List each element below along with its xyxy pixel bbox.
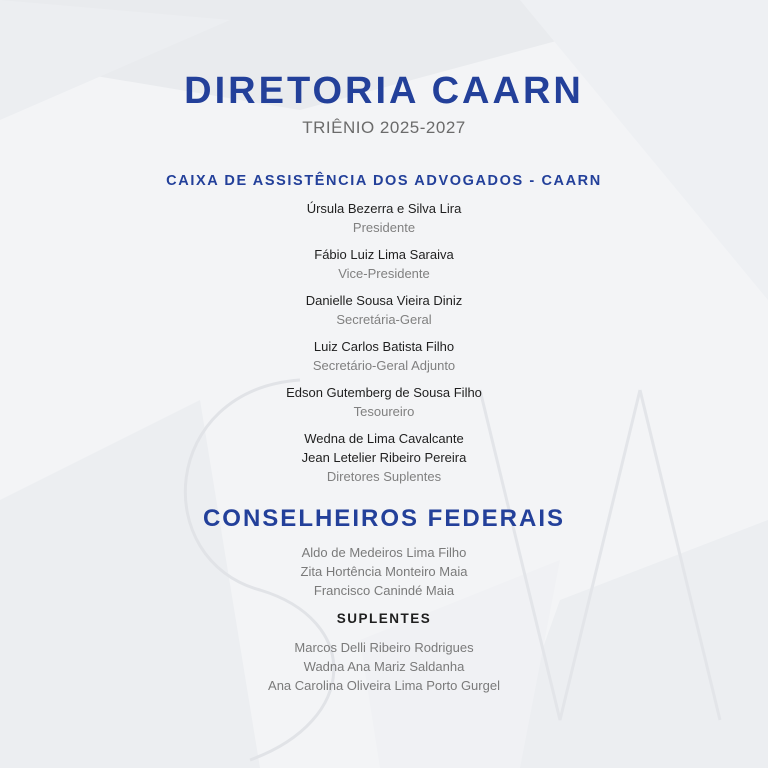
- member-role: Vice-Presidente: [338, 266, 430, 281]
- councillor-name: Francisco Canindé Maia: [313, 583, 455, 598]
- member-role: Tesoureiro: [353, 404, 415, 419]
- member-entry: [0, 337, 768, 375]
- page-subtitle: TRIÊNIO 2025-2027: [302, 118, 466, 137]
- member-name: Wedna de Lima Cavalcante: [304, 431, 464, 446]
- member-name: Úrsula Bezerra e Silva Lira: [306, 201, 462, 216]
- suplentes-entry: [0, 429, 768, 486]
- councillor-name: Zita Hortência Monteiro Maia: [300, 564, 468, 579]
- councillor-name: Aldo de Medeiros Lima Filho: [301, 545, 467, 560]
- member-entry: [0, 383, 768, 421]
- suplentes-list: [0, 638, 768, 695]
- member-name: Danielle Sousa Vieira Diniz: [305, 293, 463, 308]
- suplente-name: Wadna Ana Mariz Saldanha: [303, 659, 465, 674]
- page-title: DIRETORIA CAARN: [184, 70, 584, 112]
- caarn-section-heading: CAIXA DE ASSISTÊNCIA DOS ADVOGADOS - CAARN: [166, 173, 602, 189]
- member-entry: [0, 199, 768, 237]
- member-role: Secretária-Geral: [336, 312, 432, 327]
- federal-councillors-title: CONSELHEIROS FEDERAIS: [202, 505, 566, 532]
- member-name: Edson Gutemberg de Sousa Filho: [286, 385, 482, 400]
- member-role: Presidente: [352, 220, 416, 235]
- member-entry: [0, 245, 768, 283]
- member-name: Jean Letelier Ribeiro Pereira: [301, 450, 467, 465]
- federal-councillors-list: [0, 543, 768, 600]
- suplente-name: Ana Carolina Oliveira Lima Porto Gurgel: [268, 678, 500, 693]
- member-role: Diretores Suplentes: [326, 469, 442, 484]
- member-entry: [0, 291, 768, 329]
- member-name: Fábio Luiz Lima Saraiva: [314, 247, 454, 262]
- suplente-name: Marcos Delli Ribeiro Rodrigues: [294, 640, 474, 655]
- suplentes-heading: SUPLENTES: [336, 611, 432, 626]
- member-name: Luiz Carlos Batista Filho: [313, 339, 455, 354]
- member-role: Secretário-Geral Adjunto: [312, 358, 456, 373]
